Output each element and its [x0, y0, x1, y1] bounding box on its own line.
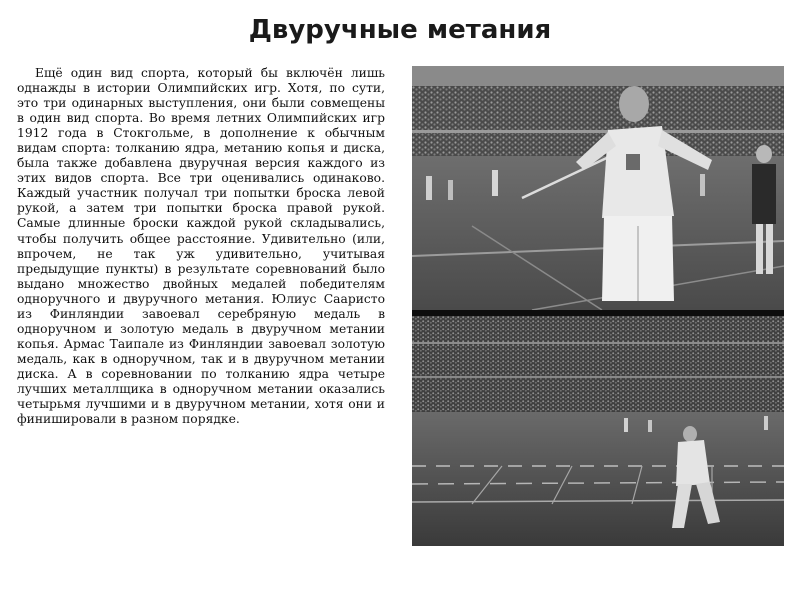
slide-title: Двуручные метания: [248, 15, 552, 45]
body-text: Ещё один вид спорта, который бы включён лишь однажды в истории Олимпийских игр. Хотя, по сути, это три одинарных выступления, они были совмещены в один вид спорта. Во время летних Олимпийских игр 1912 года в Стокгольме, в дополнение к обычным видам спорта: толканию ядра, метанию копья и диска, была также добавлена двуручная версия каждого из этих видов спорта. Все три оценивались одинаково. Каждый участник получал три попытки броска левой рукой, а затем три попытки броска правой рукой. Самые длинные броски каждой рукой складывались, чтобы получить общее расстояние. Удивительно (или, впрочем, не так уж удивительно, учитывая предыдущие пункты) в результате соревнований было выдано множество двойных медалей победителям одноручного и двуручного метания. Юлиус Саaристо из Финляндии завоевал серебряную медаль в одноручном и золотую медаль в двуручном метании копья. Армас Таипале из Финляндии завоевал золотую медаль, как в одноручном, так и в двуручном метании диска. А в соревновании по толканию ядра четыре лучших металлщика в одноручном метании оказались четырьмя лучшими и в двуручном метании, хотя они и финишировали в разном порядке.: [17, 66, 385, 427]
photo-collage: [412, 66, 784, 546]
stadium-athlete-photo: [412, 316, 784, 546]
javelin-thrower-photo: [412, 66, 784, 310]
